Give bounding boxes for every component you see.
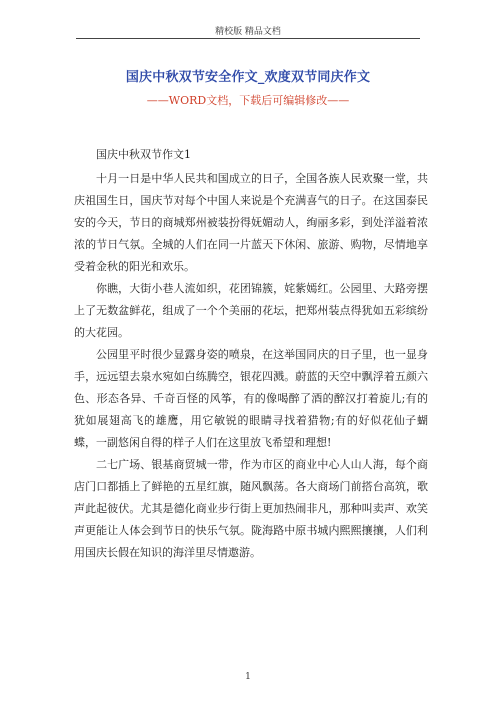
paragraph: 二七广场、银基商贸城一带，作为市区的商业中心人山人海，每个商店门口都插上了鲜艳的五星红旗，随风飘荡。各大商场门前搭台高筑，歌声此起彼伏。尤其是德化商业步行街上更加热闹非凡，那种叫卖声、欢笑声更能让人体会到节日的快乐气氛。陇海路中原书城内熙熙攘攘，人们利用国庆长假在知识的海洋里尽情遨游。 bbox=[74, 458, 428, 559]
document-subtitle: ——WORD文档，下载后可编辑修改—— bbox=[146, 94, 350, 107]
paragraph: 你瞧，大街小巷人流如织，花团锦簇，姹紫嫣红。公园里、大路旁摆上了无数盆鲜花，组成了一个个美丽的花坛，把郑州装点得犹如五彩缤纷的大花园。 bbox=[74, 282, 428, 339]
header-divider bbox=[76, 38, 420, 39]
section-heading: 国庆中秋双节作文1 bbox=[96, 148, 191, 161]
paragraph: 公园里平时很少显露身姿的喷泉，在这举国同庆的日子里，也一显身手，远远望去泉水宛如白练腾空，银花四溅。蔚蓝的天空中飘浮着五颜六色、形态各异、千奇百怪的风筝，有的像喝醉了酒的醉汉打着旋儿;有的犹如展翅高飞的雄鹰，用它敏锐的眼睛寻找着猎物;有的好似花仙子蝴蝶，一副悠闲自得的样子人们在这里放飞希望和理想! bbox=[74, 348, 428, 449]
page-number: 1 bbox=[245, 672, 251, 682]
page-header: 精校版 精品文档 bbox=[215, 27, 281, 37]
document-title: 国庆中秋双节安全作文_欢度双节同庆作文 bbox=[125, 70, 371, 85]
document-body bbox=[74, 138, 428, 564]
paragraph: 十月一日是中华人民共和国成立的日子，全国各族人民欢聚一堂，共庆祖国生日，国庆节对每个中国人来说是个充满喜气的日子。在这国泰民安的今天，节日的商城郑州被装扮得妩媚动人，绚丽多彩，到处洋溢着浓浓的节日气氛。全城的人们在同一片蓝天下休闲、旅游、购物，尽情地享受着金秋的阳光和欢乐。 bbox=[74, 172, 428, 273]
